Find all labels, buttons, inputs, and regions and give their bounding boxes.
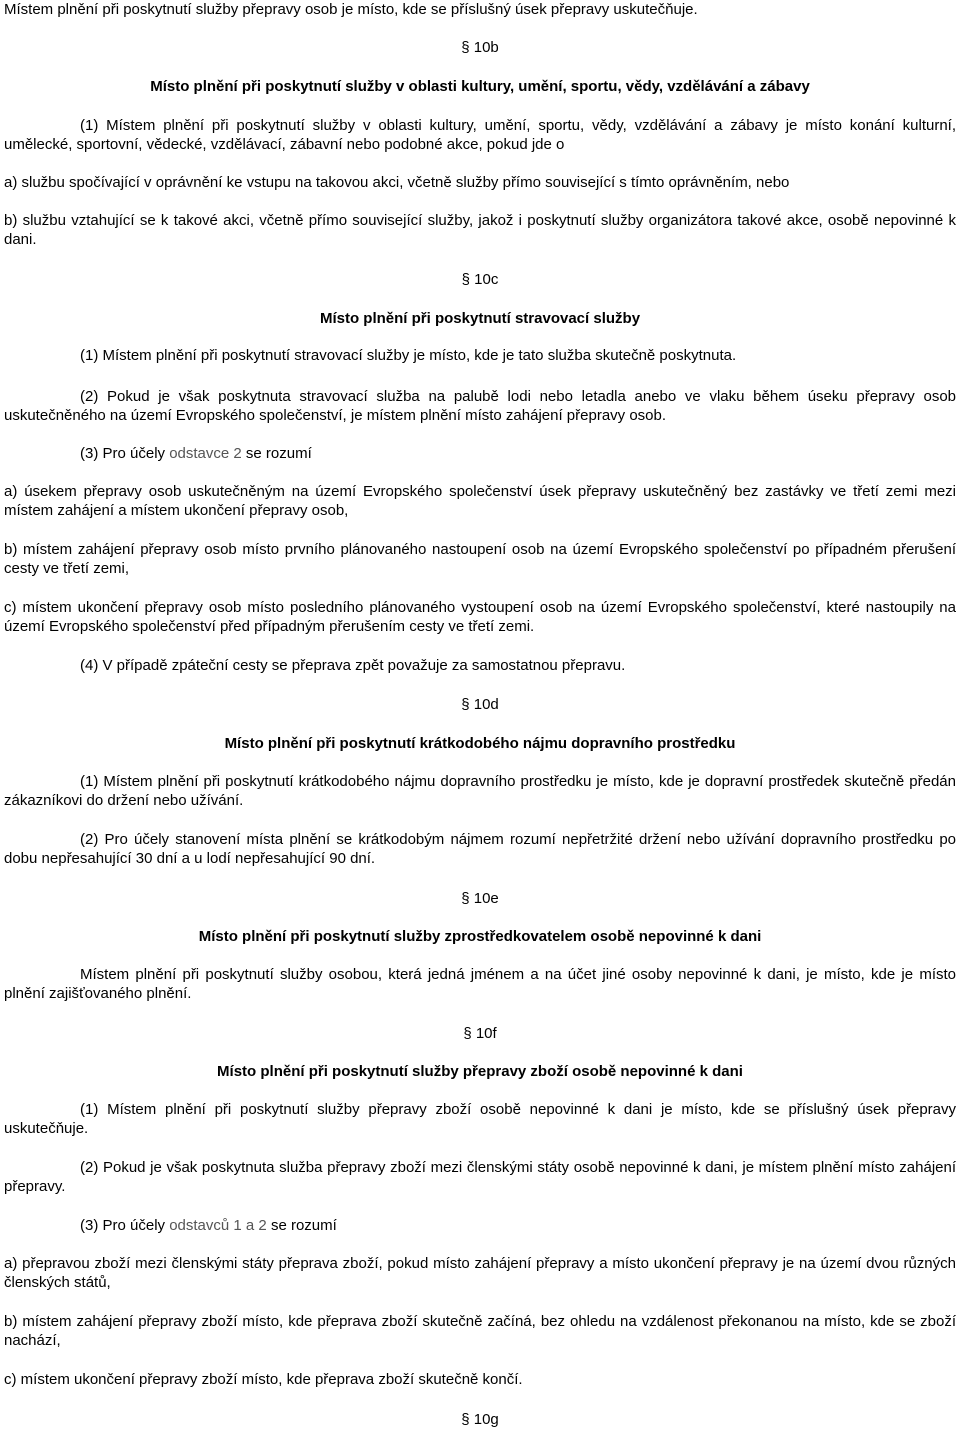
paragraph-10f-3-text: (3) Pro účely <box>80 1217 170 1234</box>
paragraph-10c-3 <box>4 444 956 463</box>
paragraph-10d-1: (1) Místem plnění při poskytnutí krátkodobého nájmu dopravního prostředku je místo, kde je dopravní prostředek skutečně předán zákazníkovi do držení nebo užívání. <box>4 773 956 809</box>
paragraph-10f-2: (2) Pokud je však poskytnuta služba přepravy zboží mezi členskými státy osobě nepovinné k dani, je místem plnění místo zahájení přepravy. <box>4 1159 956 1195</box>
section-number-10e: § 10e <box>461 890 499 907</box>
section-title-10e: Místo plnění při poskytnutí služby zprostředkovatelem osobě nepovinné k dani <box>198 928 762 945</box>
paragraph-10c-c: c) místem ukončení přepravy osob místo posledního plánovaného vystoupení osob na území Evropského společenství, které nastoupily na území Evropského společenství před případným přerušením cesty ve třetí zemi. <box>4 599 956 635</box>
paragraph-10c-4: (4) V případě zpáteční cesty se přeprava zpět považuje za samostatnou přepravu. <box>80 657 626 674</box>
paragraph-10b-a: a) službu spočívající v oprávnění ke vstupu na takovou akci, včetně služby přímo související s tímto oprávněním, nebo <box>4 174 790 191</box>
paragraph-10c-b: b) místem zahájení přepravy osob místo prvního plánovaného nastoupení osob na území Evropského společenství po případném přerušení cesty ve třetí zemi, <box>4 541 956 577</box>
paragraph-10e-1: Místem plnění při poskytnutí služby osobou, která jedná jménem a na účet jiné osoby nepovinné k dani, je místo, kde je místo plnění zajišťovaného plnění. <box>4 966 956 1002</box>
section-title-10f: Místo plnění při poskytnutí služby přepravy zboží osobě nepovinné k dani <box>217 1063 743 1080</box>
section-number-10f: § 10f <box>463 1025 497 1042</box>
paragraph-10c-1: (1) Místem plnění při poskytnutí stravovací služby je místo, kde je tato služba skutečně poskytnuta. <box>80 347 737 364</box>
paragraph-10f-b: b) místem zahájení přepravy zboží místo, kde přeprava zboží skutečně začíná, bez ohledu na vzdálenost překonanou na místo, kde se zboží nachází, <box>4 1313 956 1349</box>
section-title-10c: Místo plnění při poskytnutí stravovací služby <box>319 310 641 327</box>
paragraph-top-line: Místem plnění při poskytnutí služby přepravy osob je místo, kde se příslušný úsek přepravy uskutečňuje. <box>4 1 698 18</box>
section-number-10c: § 10c <box>461 271 499 288</box>
paragraph-10c-a: a) úsekem přepravy osob uskutečněným na území Evropského společenství úsek přepravy uskutečněný bez zastávky ve třetí zemi mezi místem zahájení a místem ukončení přepravy osob, <box>4 483 956 519</box>
paragraph-10d-2: (2) Pro účely stanovení místa plnění se krátkodobým nájmem rozumí nepřetržité držení nebo užívání dopravního prostředku po dobu nepřesahující 30 dní a u lodí nepřesahující 90 dní. <box>4 831 956 867</box>
paragraph-10f-3-text-end: se rozumí <box>266 1217 337 1234</box>
section-title-10d: Místo plnění při poskytnutí krátkodobého nájmu dopravního prostředku <box>224 735 736 752</box>
paragraph-10c-3-text: (3) Pro účely <box>80 445 170 462</box>
paragraph-10b-b: b) službu vztahující se k takové akci, včetně přímo související služby, jakož i poskytnutí služby organizátora takové akce, osobě nepovinné k dani. <box>4 212 956 248</box>
section-number-10g: § 10g <box>461 1411 499 1428</box>
paragraph-10c-3-text-end: se rozumí <box>241 445 312 462</box>
paragraph-10b-1: (1) Místem plnění při poskytnutí služby v oblasti kultury, umění, sportu, vědy, vzdělávání a zábavy je místo konání kulturní, umělecké, sportovní, vědecké, vzdělávací, zábavní nebo podobné akce, pokud jde o <box>4 117 956 153</box>
section-number-10b: § 10b <box>461 39 499 56</box>
reference-odstavce-2[interactable]: odstavce 2 <box>169 445 242 462</box>
paragraph-10f-3 <box>4 1216 956 1235</box>
paragraph-10c-2: (2) Pokud je však poskytnuta stravovací služba na palubě lodi nebo letadla anebo ve vlaku během úseku přepravy osob uskutečněného na území Evropského společenství, je místem plnění místo zahájení přepravy osob. <box>4 388 956 424</box>
paragraph-10f-1: (1) Místem plnění při poskytnutí služby přepravy zboží osobě nepovinné k dani je místo, kde se příslušný úsek přepravy uskutečňuje. <box>4 1101 956 1137</box>
reference-odstavcu-1-a-2[interactable]: odstavců 1 a 2 <box>169 1217 267 1234</box>
paragraph-10f-c: c) místem ukončení přepravy zboží místo, kde přeprava zboží skutečně končí. <box>4 1371 523 1388</box>
paragraph-10f-a: a) přepravou zboží mezi členskými státy přeprava zboží, pokud místo zahájení přepravy a místo ukončení přepravy je na území dvou různých členských států, <box>4 1255 956 1291</box>
section-title-10b: Místo plnění při poskytnutí služby v oblasti kultury, umění, sportu, vědy, vzdělávání a zábavy <box>150 78 810 95</box>
section-number-10d: § 10d <box>461 696 499 713</box>
